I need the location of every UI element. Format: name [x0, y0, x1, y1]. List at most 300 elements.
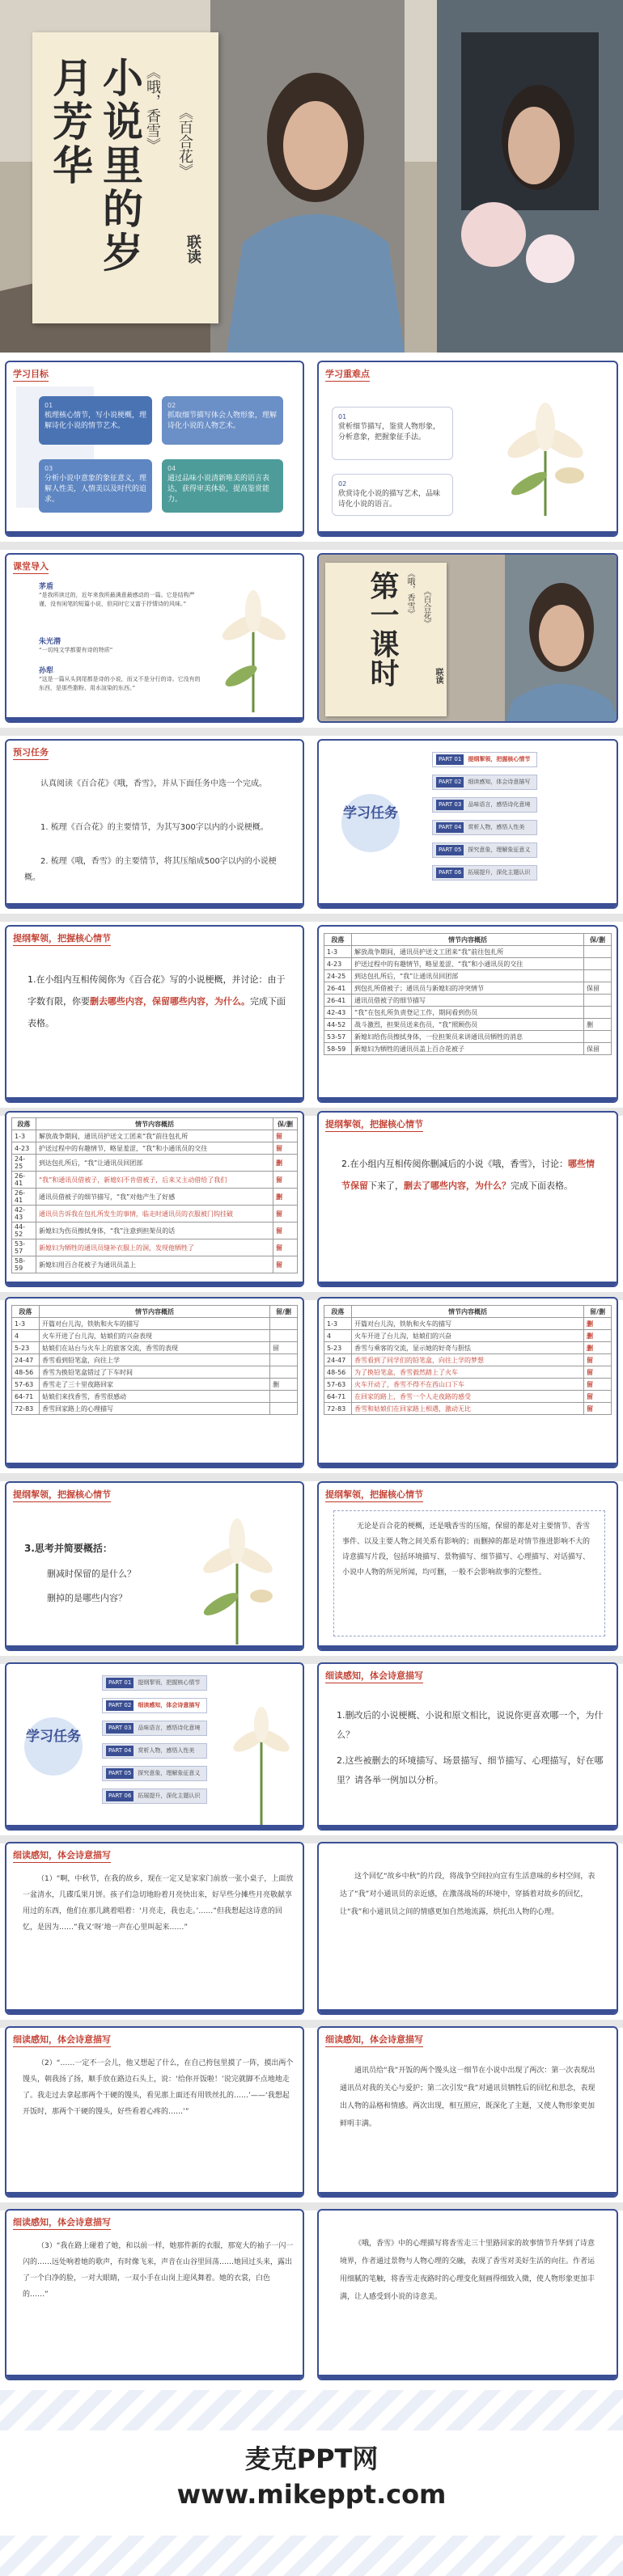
col-header: 情节内容概括 — [352, 1306, 584, 1318]
cell: 保留 — [584, 1043, 612, 1055]
cover-title-text: 小说里的岁月芳华 — [46, 57, 144, 275]
quote-text: “一切纯文学都要有诗的特质” — [39, 647, 113, 653]
quote-text: “这是一篇从头到尾都是诗的小说，而又不是分行的诗。它没有的东西，是那些脂粉、用水渲染的东西。” — [39, 676, 201, 691]
cell — [584, 1007, 612, 1019]
tab-label: 探究意象，理解象征意义 — [138, 1770, 201, 1776]
slide-summary — [317, 1481, 618, 1651]
cell: 香雪看到了同学们的铅笔盒，向往上学的梦想 — [352, 1354, 584, 1366]
cell: 删 — [584, 1342, 612, 1354]
cell: 火车开动了，香雪不得不在西山口下车 — [352, 1379, 584, 1391]
plot-task-1-text — [28, 969, 286, 1034]
tab-part-04[interactable] — [102, 1743, 207, 1759]
point-num: 02 — [338, 480, 347, 488]
table-row — [12, 1172, 298, 1189]
table-row — [12, 1189, 298, 1206]
cell — [584, 995, 612, 1007]
table-row — [324, 1330, 612, 1342]
section-heading: 细读感知，体会诗意描写 — [13, 2033, 111, 2047]
tab-part-06[interactable] — [102, 1788, 207, 1804]
slide-key-points — [317, 361, 618, 537]
cell: 通讯员借被子的细节描写 — [352, 995, 584, 1007]
cell — [270, 1354, 298, 1366]
cell: 香雪回家路上的心理描写 — [40, 1403, 270, 1415]
tab-label: 品味语言，感悟诗化意境 — [468, 801, 531, 808]
table-row — [324, 946, 612, 958]
cell: 火车开进了台儿沟，姑娘们的兴奋 — [352, 1330, 584, 1342]
table-row — [324, 1043, 612, 1055]
cover-subtitle-1: 《哦，香雪》 — [144, 65, 161, 152]
analysis-2-text: 通讯员给“我”开饭的两个馒头这一细节在小说中出现了两次：第一次表现出通讯员对我的关心与爱护；第二次引发“我”对通讯员牺牲后的回忆和思念，表现出人物的品格和情感。两次出现，相互照应，既深化了主题，又使人物形象更加鲜明丰满。 — [340, 2067, 595, 2128]
point-01 — [332, 407, 453, 460]
table-row — [12, 1366, 298, 1379]
cell: 24-25 — [324, 970, 352, 982]
goal-02 — [162, 396, 283, 445]
table-row — [324, 1342, 612, 1354]
lesson-subtitle-1: 《哦，香雪》 — [405, 569, 414, 618]
cell: 42-43 — [12, 1206, 36, 1223]
lesson-joint: 联读 — [434, 668, 443, 684]
quote-author: 朱光潜 — [39, 638, 61, 646]
cell: 53-57 — [324, 1031, 352, 1043]
cell — [270, 1403, 298, 1415]
slide-separator — [0, 542, 623, 550]
goal-03 — [39, 459, 152, 513]
task-tabs — [102, 1675, 215, 1821]
cell — [584, 946, 612, 958]
section-heading: 提纲挈领，把握核心情节 — [325, 1117, 423, 1132]
cell: 香雪与乘客的交流，显示她的好奇与胆怯 — [352, 1342, 584, 1354]
lily-flower-icon — [184, 1507, 290, 1645]
quote-1 — [39, 581, 201, 609]
cell: 26-41 — [12, 1172, 36, 1189]
tab-part-04[interactable] — [432, 820, 537, 835]
cell: 24-25 — [12, 1155, 36, 1172]
slide-excerpt-3 — [5, 2209, 304, 2380]
table-row — [12, 1256, 298, 1273]
cell: 解放战争期间，通讯员护送文工团来“我”前往包扎所 — [36, 1130, 273, 1142]
cell: 通讯员告诉我在包扎所发生的事情，临走时通讯员的衣服被门钩挂破 — [36, 1206, 273, 1223]
cell: 到达包扎所后，“我”让通讯员回团部 — [352, 970, 584, 982]
cover-subtitle-2: 《百合花》 — [176, 105, 193, 178]
cell: 24-47 — [12, 1354, 40, 1366]
cell: 新媳妇为伤员擦拭身体，“我”注意到担架员的话 — [36, 1223, 273, 1239]
col-header: 情节内容概括 — [352, 934, 584, 946]
tab-part-05[interactable] — [102, 1766, 207, 1781]
tab-part-01[interactable] — [102, 1675, 207, 1691]
slide-table-baihehua — [317, 925, 618, 1103]
goal-04 — [162, 459, 283, 513]
cell: 留 — [273, 1142, 298, 1155]
cell: 留 — [584, 1366, 612, 1379]
slide-table-xiangxue-answer — [317, 1297, 618, 1468]
tab-num: PART 02 — [436, 777, 464, 788]
cell: 53-57 — [12, 1239, 36, 1256]
cell: 留 — [584, 1379, 612, 1391]
cell: 战斗激烈，担架员送来伤员，“我”照顾伤员 — [352, 1019, 584, 1031]
cover-title — [44, 57, 144, 299]
slide-plot-task-1 — [5, 925, 304, 1103]
task-text-highlight: 哪些情节保留 — [341, 1159, 595, 1191]
cell: 4 — [324, 1330, 352, 1342]
cell: 48-56 — [324, 1366, 352, 1379]
cell: 删 — [584, 1019, 612, 1031]
cell: 删 — [273, 1155, 298, 1172]
section-heading: 提纲挈领，把握核心情节 — [325, 1488, 423, 1502]
cell: 42-43 — [324, 1007, 352, 1019]
section-heading: 细读感知，体会诗意描写 — [13, 2215, 111, 2230]
table-row — [324, 1318, 612, 1330]
lily-flower-icon — [225, 1688, 298, 1826]
tab-part-03[interactable] — [432, 797, 537, 813]
cell: 删 — [584, 1318, 612, 1330]
tab-num: PART 05 — [436, 845, 464, 855]
cell — [584, 958, 612, 970]
table-row — [12, 1206, 298, 1223]
tab-label: 赏析人物，感悟人性美 — [138, 1747, 195, 1754]
col-header: 段落 — [12, 1118, 36, 1130]
point-02 — [332, 474, 453, 516]
cell: 香雪看到铅笔盒，向往上学 — [40, 1354, 270, 1366]
table-row — [12, 1239, 298, 1256]
tab-num: PART 06 — [106, 1791, 134, 1801]
col-header: 保/删 — [584, 934, 612, 946]
cell: “我”在包扎所负责登记工作，期间看到伤员 — [352, 1007, 584, 1019]
quote-3 — [39, 665, 201, 693]
cell: 为了换铅笔盒，香雪毅然踏上了火车 — [352, 1366, 584, 1379]
quote-text: “是我所读过的，近年来我所最满意最感动的一篇。它是结构严谨，没有闲笔的短篇小说，但同时它又富于抒情诗的风味。” — [39, 592, 195, 607]
table-row — [12, 1330, 298, 1342]
table-row — [12, 1155, 298, 1172]
col-header: 留/删 — [270, 1306, 298, 1318]
goal-text: 梳理核心情节，写小说梗概，理解诗化小说的情节艺术。 — [44, 412, 147, 430]
cell — [270, 1330, 298, 1342]
cell: 48-56 — [12, 1366, 40, 1379]
cell: 57-63 — [12, 1379, 40, 1391]
cell: 44-52 — [324, 1019, 352, 1031]
excerpt-1-text: （1）“啊，中秋节，在我的故乡，现在一定又是家家门前放一张小桌子，上面放一盆清水，几碟瓜果月饼。孩子们急切地盼着月亮快出来，好早些分摊些月亮敬献享用过的东西，他们在那儿跳着唱着：‘月亮走，我也走。’……”但我想起这诗意的回忆，是因为……”我又‘呀’地一声在心里叫起来……” — [23, 1875, 294, 1932]
cell: 到达包扎所后，“我”让通讯员回团部 — [36, 1155, 273, 1172]
cell: 删 — [273, 1189, 298, 1206]
point-text: 欣赏诗化小说的描写艺术，品味诗化小说的语言。 — [338, 490, 441, 509]
table-row — [324, 982, 612, 995]
tab-part-01[interactable] — [432, 752, 537, 767]
cell: 24-47 — [324, 1354, 352, 1366]
slide-table-baihehua-answer — [5, 1111, 304, 1287]
cell: 26-41 — [324, 995, 352, 1007]
col-header: 情节内容概括 — [36, 1118, 273, 1130]
task-text-middle: 下来了， — [368, 1180, 404, 1191]
tab-label: 赏析人物，感悟人性美 — [468, 824, 525, 830]
table-row — [12, 1142, 298, 1155]
section-heading: 细读感知，体会诗意描写 — [325, 1669, 423, 1683]
cell: 72-83 — [324, 1403, 352, 1415]
slide-first-lesson — [317, 553, 618, 723]
analysis-1-text: 这个回忆“故乡中秋”的片段，将战争空间拉向宣有生活意味的乡村空间，表达了“我”对小通讯员的亲近感，在激荡战场的环境中，穿插着对故乡的回忆，让“我”和小通讯员之间的情感更加自然地流露，烘托出人物的心理。 — [340, 1873, 595, 1916]
section-heading: 提纲挈领，把握核心情节 — [13, 931, 111, 946]
cell: 删 — [270, 1379, 298, 1391]
detail-question-2: 2.这些被删去的环境描写、场景描写、细节描写、心理描写，好在哪里？请各举一例加以分析。 — [337, 1755, 604, 1785]
cell: 1-3 — [12, 1318, 40, 1330]
cell: 新媳妇为牺牲的通讯员缝补衣服上的洞，发现他牺牲了 — [36, 1239, 273, 1256]
task-text-prefix: 2.在小组内互相传阅你删减后的小说《哦，香雪》，讨论： — [341, 1159, 568, 1169]
plot-table-answer — [324, 1305, 612, 1415]
quote-author: 孙犁 — [39, 667, 54, 675]
slide-separator — [0, 914, 623, 922]
footer-url[interactable]: www.mikeppt.com — [176, 2479, 447, 2510]
detail-question-1: 1.删改后的小说梗概、小说和原文相比，说说你更喜欢哪一个，为什么？ — [337, 1710, 604, 1740]
table-row — [324, 1031, 612, 1043]
cell: 58-59 — [324, 1043, 352, 1055]
excerpt-2-text: （2）“……一定不一会儿，他又想起了什么，在自己挎包里摸了一阵，摸出两个馒头，朝我扬了扬，顺手放在路边石头上，说：‘给你开饭啦！’说完就脚不点地地走了。我走过去拿起那两个干硬的馒头，看见那上面还有用铁丝扎的……’——‘我想起开饭时，那两个干硬的馒头，好些看着心疼的……’” — [23, 2059, 294, 2116]
goal-text: 抓取细节描写体会人物形象，理解诗化小说的人物艺术。 — [167, 412, 278, 430]
goal-num: 01 — [44, 402, 53, 409]
preview-task-2: 2. 梳理《哦，香雪》的主要情节，将其压缩成500字以内的小说梗概。 — [24, 857, 277, 882]
tab-part-02[interactable] — [102, 1698, 207, 1713]
cell: 姑娘们在站台与火车上的旅客交流，香雪的表现 — [40, 1342, 270, 1354]
cell: 1-3 — [12, 1130, 36, 1142]
col-header: 情节内容概括 — [40, 1306, 270, 1318]
question-3-line-1: 删减时保留的是什么？ — [47, 1569, 136, 1579]
summary-text: 无论是百合花的梗概，还是哦香雪的压缩，保留的都是对主要情节、香雪事件、以及主要人物之间关系有影响的；而删掉的都是对情节推进影响不大的诗意描写片段，包括环境描写、景物描写、细节描写、心理描写、对话描写、小说中人物的所见所闻，均可删，一般不会影响故事的完整性。 — [342, 1522, 591, 1577]
section-heading: 课堂导入 — [13, 560, 49, 574]
plot-table — [324, 933, 612, 1055]
cell: 1-3 — [324, 946, 352, 958]
col-header: 保/删 — [273, 1118, 298, 1130]
goal-num: 02 — [167, 402, 176, 409]
cell: 开篇对台儿沟，铁轨和火车的描写 — [352, 1318, 584, 1330]
tab-num: PART 05 — [106, 1768, 134, 1779]
slide-plot-task-2 — [317, 1111, 618, 1287]
cell: 5-23 — [324, 1342, 352, 1354]
cell: 火车开进了台儿沟，姑娘们的兴奋表现 — [40, 1330, 270, 1342]
cover-slide — [0, 0, 623, 353]
tab-label: 细读感知，体会诗意描写 — [468, 779, 531, 785]
section-heading: 细读感知，体会诗意描写 — [325, 2033, 423, 2047]
cell: 删 — [584, 1330, 612, 1342]
cell: 留 — [584, 1403, 612, 1415]
slide-learning-goals — [5, 361, 304, 537]
footer-decoration-bottom — [0, 2536, 623, 2576]
table-row — [324, 1354, 612, 1366]
cell — [584, 970, 612, 982]
table-row — [324, 995, 612, 1007]
cell: 留 — [273, 1239, 298, 1256]
cell: 姑娘们来找香雪，香雪很感动 — [40, 1391, 270, 1403]
cell: 留 — [273, 1206, 298, 1223]
slide-detail-questions — [317, 1662, 618, 1831]
lily-flower-icon — [481, 395, 610, 516]
tab-num: PART 01 — [106, 1678, 134, 1688]
table-row — [12, 1379, 298, 1391]
table-row — [324, 1007, 612, 1019]
cell: 新媳妇给伤员擦拭身体，一位担架员来讲通讯员牺牲的消息 — [352, 1031, 584, 1043]
section-heading: 学习目标 — [13, 367, 49, 382]
tab-label: 品味语言，感悟诗化意境 — [138, 1725, 201, 1731]
tab-part-05[interactable] — [432, 842, 537, 858]
tab-num: PART 02 — [106, 1700, 134, 1711]
cell: 64-71 — [12, 1391, 40, 1403]
cell: 4-23 — [12, 1142, 36, 1155]
analysis-3-text: 《哦，香雪》中的心理描写将香雪走三十里路回家的故事情节升华到了诗意境界，作者通过景物与人物心理的交融，表现了香雪对美好生活的向往。作者运用细腻的笔触，将香雪走夜路时的心理变化刻画得细致入微，使人物形象更加丰满，让人感受到小说的诗意美。 — [340, 2240, 595, 2301]
goal-num: 03 — [44, 465, 53, 472]
cell: 通讯员借被子的细节描写，“我”对他产生了好感 — [36, 1189, 273, 1206]
cell — [270, 1366, 298, 1379]
table-row — [324, 1403, 612, 1415]
question-3-text: 3.思考并简要概括： — [24, 1543, 112, 1554]
section-heading: 细读感知，体会诗意描写 — [13, 1848, 111, 1863]
cell: 开篇对台儿沟，铁轨和火车的描写 — [40, 1318, 270, 1330]
table-row — [324, 958, 612, 970]
cell: 26-41 — [324, 982, 352, 995]
preview-task-1: 1. 梳理《百合花》的主要情节，为其写300字以内的小说梗概。 — [40, 823, 269, 832]
cell: 在回家的路上，香雪一个人走夜路的感受 — [352, 1391, 584, 1403]
cell: 58-59 — [12, 1256, 36, 1273]
cover-joint: 联读 — [184, 234, 201, 264]
table-row — [12, 1342, 298, 1354]
slide-preview-task — [5, 739, 304, 909]
cell: 到包扎所借被子；通讯员与新媳妇的冲突情节 — [352, 982, 584, 995]
cell: 香雪和姑娘们在回家路上相遇，激动无比 — [352, 1403, 584, 1415]
task-text-highlight: 删去哪些内容，保留哪些内容，为什么。 — [90, 996, 250, 1007]
lily-flower-icon — [209, 579, 298, 712]
slide-analysis-3 — [317, 2209, 618, 2380]
cell: 留 — [270, 1342, 298, 1354]
lesson-title: 第一课时 — [366, 571, 400, 687]
tab-num: PART 03 — [106, 1723, 134, 1734]
task-badge: 学习任务 — [24, 1717, 83, 1776]
plot-table — [11, 1305, 298, 1415]
col-header: 留/删 — [584, 1306, 612, 1318]
task-tabs — [424, 752, 610, 897]
preview-intro: 认真阅读《百合花》《哦，香雪》，并从下面任务中选一个完成。 — [40, 779, 267, 788]
tab-part-02[interactable] — [432, 775, 537, 790]
col-header: 段落 — [12, 1306, 40, 1318]
cell: 57-63 — [324, 1379, 352, 1391]
table-row — [324, 1366, 612, 1379]
task-text-prefix: 1.在小组内互相传阅你为《百合花》写的小说梗概，并讨论：由于字数有限，你要 — [28, 974, 286, 1007]
quote-author: 茅盾 — [39, 583, 54, 591]
cell: 4-23 — [324, 958, 352, 970]
section-heading: 预习任务 — [13, 745, 49, 760]
tab-num: PART 01 — [436, 754, 464, 765]
footer — [0, 2390, 623, 2576]
cell: 留 — [273, 1130, 298, 1142]
cell — [584, 1031, 612, 1043]
cell: 留 — [584, 1391, 612, 1403]
footer-decoration — [0, 2390, 623, 2430]
tab-num: PART 04 — [106, 1746, 134, 1756]
table-row — [12, 1130, 298, 1142]
slide-question-3 — [5, 1481, 304, 1651]
slide-analysis-2 — [317, 2026, 618, 2198]
goal-num: 04 — [167, 465, 176, 472]
tab-label: 探究意象，理解象征意义 — [468, 847, 531, 853]
cell: 保留 — [584, 982, 612, 995]
slide-separator — [0, 1473, 623, 1481]
task-badge: 学习任务 — [341, 794, 400, 852]
tab-part-03[interactable] — [102, 1721, 207, 1736]
cell: 留 — [584, 1354, 612, 1366]
tab-num: PART 04 — [436, 822, 464, 833]
tab-label: 拓展提升，深化主题认识 — [138, 1793, 201, 1799]
slide-table-xiangxue — [5, 1297, 304, 1468]
table-row — [12, 1354, 298, 1366]
table-row — [324, 1391, 612, 1403]
cell: 4 — [12, 1330, 40, 1342]
lesson-subtitle-2: 《百合花》 — [422, 587, 430, 627]
cell: 留 — [273, 1256, 298, 1273]
plot-table-answer — [11, 1117, 298, 1273]
task-text-suffix: 完成下面表格。 — [511, 1180, 573, 1191]
table-row — [12, 1223, 298, 1239]
cell: 64-71 — [324, 1391, 352, 1403]
table-row — [324, 1379, 612, 1391]
col-header: 段落 — [324, 1306, 352, 1318]
tab-num: PART 03 — [436, 800, 464, 810]
col-header: 段落 — [324, 934, 352, 946]
section-heading: 提纲挈领，把握核心情节 — [13, 1488, 111, 1502]
tab-label: 拓展提升，深化主题认识 — [468, 869, 531, 876]
cell: 解放战争期间，通讯员护送文工团来“我”前往包扎所 — [352, 946, 584, 958]
cell: 新媳妇为牺牲的通讯员盖上百合花被子 — [352, 1043, 584, 1055]
slide-separator — [0, 728, 623, 736]
point-text: 赏析细节描写，鉴赏人物形象，分析意象，把握象征手法。 — [338, 423, 441, 441]
slide-excerpt-1 — [5, 1842, 304, 2015]
cell: 留 — [273, 1223, 298, 1239]
tab-label: 提纲挈领，把握核心情节 — [138, 1679, 201, 1686]
cell: 1-3 — [324, 1318, 352, 1330]
cell: 留 — [273, 1172, 298, 1189]
table-row — [12, 1391, 298, 1403]
section-heading: 学习重难点 — [325, 367, 370, 382]
tab-label: 细读感知，体会诗意描写 — [138, 1702, 201, 1708]
slide-class-intro — [5, 553, 304, 723]
tab-part-06[interactable] — [432, 865, 537, 880]
slide-excerpt-2 — [5, 2026, 304, 2198]
summary-box — [333, 1510, 605, 1636]
slide-task-list — [317, 739, 618, 909]
cell: 5-23 — [12, 1342, 40, 1354]
cell: 新媳妇用百合花被子为通讯员盖上 — [36, 1256, 273, 1273]
goal-text: 分析小说中意象的象征意义，理解人性美，人情美以及时代的追求。 — [44, 475, 147, 504]
task-text-suffix: 完成下面表格。 — [28, 996, 286, 1028]
table-row — [324, 970, 612, 982]
excerpt-3-text: （3）“我在路上碰着了她，和以前一样，她那件新的衣服，那宽大的袖子一闪一闪的……远处响着她的歌声，有时像飞来，声音在山谷里回荡……她回过头来，露出了一个白净的脸，一对大眼睛，一双小手在山岗上迎风舞着。她的衣裳，白色的……” — [23, 2242, 294, 2299]
tab-num: PART 06 — [436, 868, 464, 878]
table-row — [12, 1318, 298, 1330]
cell — [270, 1391, 298, 1403]
cell: 护送过程中的有趣情节，略显羞涩、“我”和小通讯员的交往 — [352, 958, 584, 970]
slide-task-list-2 — [5, 1662, 304, 1831]
point-num: 01 — [338, 413, 347, 420]
task-text-highlight: 删去了哪些内容，为什么？ — [404, 1180, 511, 1191]
goal-01 — [39, 396, 152, 445]
cell — [270, 1318, 298, 1330]
question-3-line-2: 删掉的是哪些内容？ — [47, 1593, 127, 1603]
table-row — [12, 1403, 298, 1415]
footer-brand: 麦克PPT网 — [244, 2443, 379, 2474]
goal-text: 通过品味小说清新唯美的语言表达，获得审美体验，提高鉴赏能力。 — [167, 475, 270, 504]
quote-2 — [39, 636, 201, 655]
cell: 26-41 — [12, 1189, 36, 1206]
plot-task-2-text — [341, 1153, 600, 1197]
cell: 护送过程中的有趣情节，略显羞涩，“我”和小通讯员的交往 — [36, 1142, 273, 1155]
tab-label: 提纲挈领，把握核心情节 — [468, 756, 531, 762]
cell: 香雪走了三十里夜路回家 — [40, 1379, 270, 1391]
table-row — [324, 1019, 612, 1031]
slide-analysis-1 — [317, 1842, 618, 2015]
cell: 44-52 — [12, 1223, 36, 1239]
